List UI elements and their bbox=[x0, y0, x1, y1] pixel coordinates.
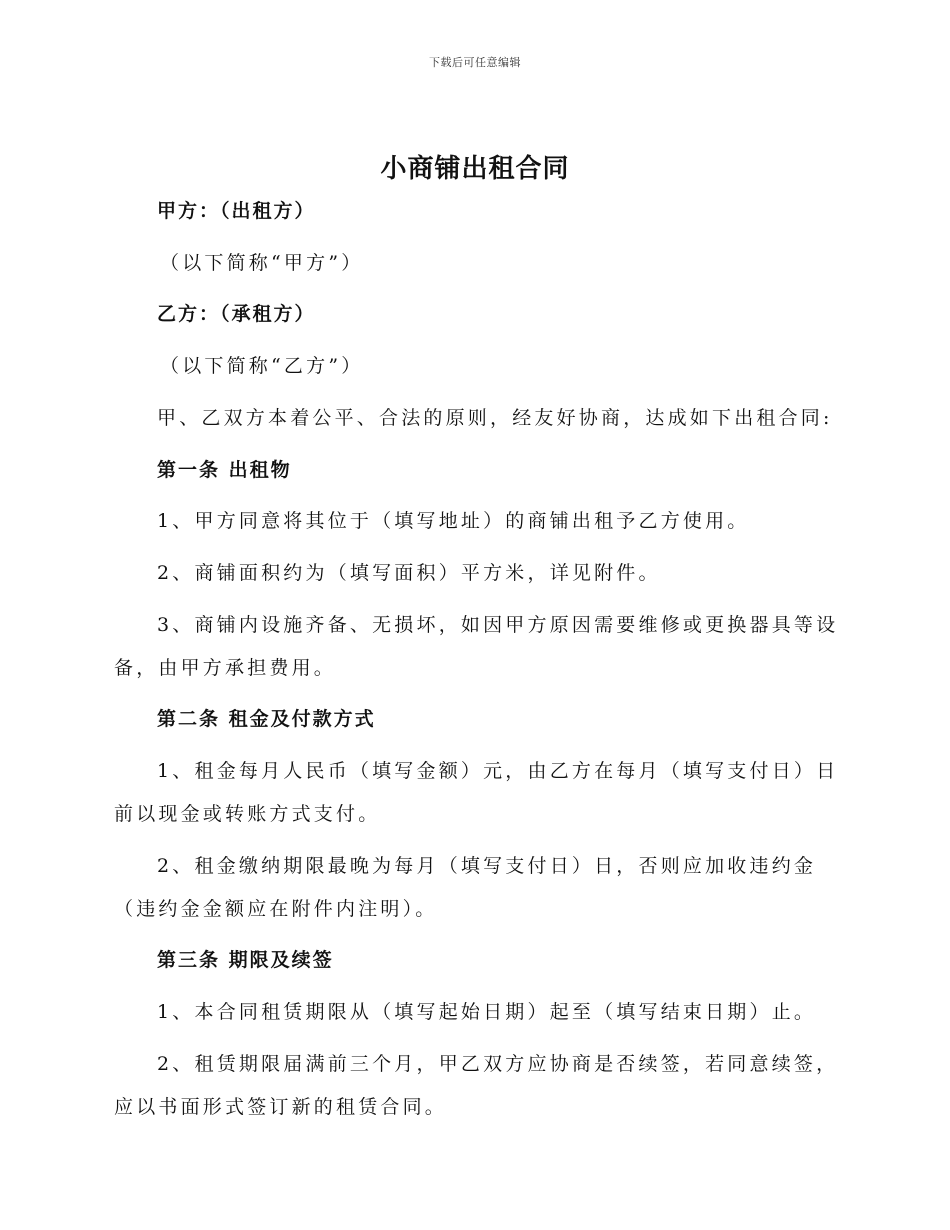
party-b-note: （以下简称“乙方”） bbox=[160, 355, 364, 377]
preamble-paragraph: 甲、乙双方本着公平、合法的原则，经友好协商，达成如下出租合同: bbox=[157, 407, 833, 429]
article-3-clause-2: 2、租赁期限届满前三个月，甲乙双方应协商是否续签，若同意续签， bbox=[157, 1053, 839, 1075]
article-1-clause-1: 1、甲方同意将其位于（填写地址）的商铺出租予乙方使用。 bbox=[157, 510, 750, 532]
article-2-clause-1-cont: 前以现金或转账方式支付。 bbox=[114, 803, 381, 825]
article-2-clause-2: 2、租金缴纳期限最晚为每月（填写支付日）日，否则应加收违约金 bbox=[157, 855, 817, 877]
article-1-clause-3-cont: 备，由甲方承担费用。 bbox=[114, 657, 337, 679]
article-2-clause-1: 1、租金每月人民币（填写金额）元，由乙方在每月（填写支付日）日 bbox=[157, 760, 839, 782]
party-a-note: （以下简称“甲方”） bbox=[160, 252, 364, 274]
document-title: 小商铺出租合同 bbox=[380, 154, 570, 184]
article-1-heading: 第一条 出租物 bbox=[157, 459, 292, 481]
article-2-heading: 第二条 租金及付款方式 bbox=[157, 708, 376, 730]
article-2-clause-2-cont: （违约金金额应在附件内注明）。 bbox=[114, 898, 438, 920]
party-b-label: 乙方：（承租方） bbox=[157, 303, 316, 325]
article-1-clause-2: 2、商铺面积约为（填写面积）平方米，详见附件。 bbox=[157, 562, 661, 584]
article-3-heading: 第三条 期限及续签 bbox=[157, 949, 334, 971]
article-3-clause-2-cont: 应以书面形式签订新的租赁合同。 bbox=[114, 1096, 448, 1118]
article-1-clause-3: 3、商铺内设施齐备、无损坏，如因甲方原因需要维修或更换器具等设 bbox=[157, 614, 839, 636]
party-a-label: 甲方：（出租方） bbox=[157, 200, 316, 222]
header-note: 下载后可任意编辑 bbox=[429, 56, 521, 69]
article-3-clause-1: 1、本合同租赁期限从（填写起始日期）起至（填写结束日期）止。 bbox=[157, 1001, 817, 1023]
